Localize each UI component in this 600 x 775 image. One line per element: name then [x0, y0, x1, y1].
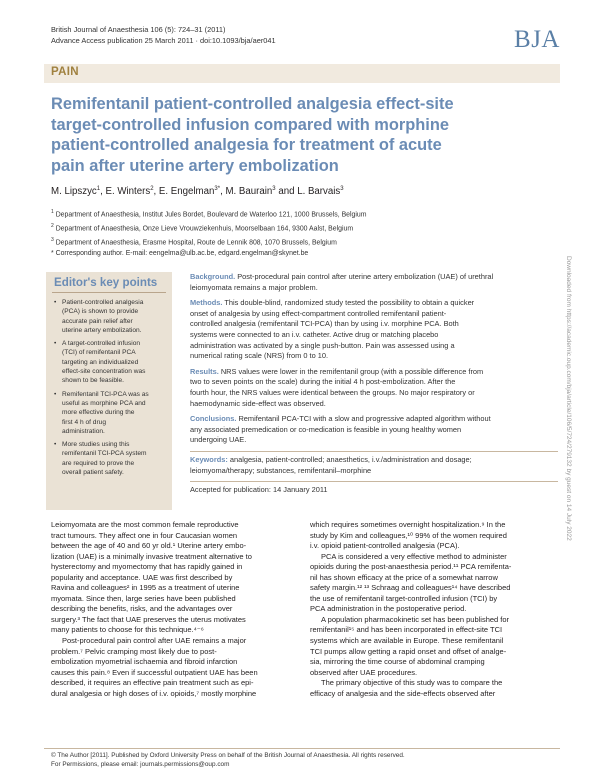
body-line: the use of remifentanil target-controlled infusion (TCI) by: [310, 593, 498, 603]
key-point-line: Remifentanil TCI-PCA was as: [62, 390, 149, 398]
abstract-methods: [190, 298, 558, 362]
journal-line-2: Advance Access publication 25 March 2011 · doi:10.1093/bja/aer041: [51, 35, 276, 45]
abstract-line: numerical rating scale (NRS) from 0 to 10.: [190, 351, 329, 361]
author-affiliation-mark: 3: [340, 186, 344, 192]
key-point-line: shown to be feasible.: [62, 377, 124, 385]
journal-logo: BJA: [514, 26, 560, 53]
body-line: between the age of 40 and 60 yr old.¹ Uterine artery embo-: [51, 541, 247, 551]
body-line: observed after UAE procedures.: [310, 667, 418, 677]
body-line: i.v. opioid patient-controlled analgesia (PCA).: [310, 541, 460, 551]
abstract-line: Remifentanil PCA-TCI with a slow and progressive adapted algorithm without: [238, 414, 491, 424]
editors-key-points-box: [46, 272, 172, 510]
abstract-line: NRS values were lower in the remifentanil group (with a possible difference from: [220, 366, 484, 376]
author-name: L. Barvais: [297, 186, 341, 198]
author-list: M. Lipszyc$^1$, E. Winters$^2$, E. Engelman$^{3*}$, M. Baurain$^3$ and L. Barvais$^3$: [51, 186, 344, 198]
bullet-icon: •: [54, 340, 57, 348]
author-name: M. Baurain: [225, 186, 273, 198]
abstract-line: administration was activated by a single push-button. Pain was assessed using a: [190, 340, 455, 350]
key-point-line: are required to prove the: [62, 459, 135, 467]
corresponding-author: [51, 249, 366, 260]
body-line: nil has shown efficacy at the price of a somewhat narrow: [310, 572, 498, 582]
author-affiliation-mark: 2: [150, 186, 154, 192]
key-point-line: remifentanil TCI-PCA system: [62, 450, 147, 458]
title-line: pain after uterine artery embolization: [51, 156, 339, 175]
bullet-icon: •: [54, 390, 57, 398]
key-point-line: first 4 h of drug: [62, 418, 106, 426]
conclusions-label: Conclusions.: [190, 414, 237, 424]
copyright-line: © The Author [2011]. Published by Oxford University Press on behalf of the British Journal of Anaesthesia. All rights reserved.: [51, 752, 405, 759]
download-watermark: Downloaded from https://academic.oup.com/bja/article/106/5/724/279132 by guest on 14 July 2022: [565, 256, 572, 541]
affiliation-text: Department of Anaesthesia, Erasme Hospital, Route de Lennik 808, 1070 Brussels, Belgium: [55, 239, 337, 247]
body-line: PCA is considered a very effective method to administer: [321, 551, 507, 561]
key-point-line: uterine artery embolization.: [62, 326, 142, 334]
author-name: E. Engelman: [158, 186, 215, 198]
copyright-footer: [51, 751, 405, 769]
corresponding-author-text: * Corresponding author. E-mail: eengelma@ulb.ac.be, edgard.engelman@skynet.be: [51, 250, 309, 258]
body-line: PCA administration in the postoperative period.: [310, 604, 467, 614]
bullet-icon: •: [54, 299, 57, 306]
body-line: embolization myometrial ischaemia and fibroid infarction: [51, 657, 238, 667]
body-line: study by Kim and colleagues,¹⁰ 99% of the women required: [310, 530, 507, 540]
keywords-label: Keywords:: [190, 454, 228, 464]
abstract-line: two to seven points on the scale) during the initial 4 h post-embolization. After the: [190, 377, 456, 387]
body-line: TCI pumps allow getting a rapid onset and offset of analge-: [310, 646, 507, 656]
key-point-line: overall patient safety.: [62, 469, 124, 477]
body-column-right: [310, 520, 562, 699]
title-line: patient-controlled analgesia for treatment of acute: [51, 136, 442, 154]
abstract-conclusions: [190, 414, 558, 446]
key-point-line: (PCA) is shown to provide: [62, 308, 139, 316]
background-label: Background.: [190, 272, 236, 281]
bullet-icon: •: [54, 441, 57, 449]
affiliation: [51, 221, 366, 235]
body-line: described, it requires an effective pain treatment such as epi-: [51, 678, 254, 688]
body-line: efficacy of analgesia and the side-effects observed after: [310, 688, 496, 698]
body-line: Post-procedural pain control after UAE remains a major: [62, 636, 247, 646]
author-name: E. Winters: [105, 186, 151, 198]
abstract-line: Post-procedural pain control after uterine artery embolization (UAE) of urethral: [237, 272, 494, 281]
affiliation-text: Department of Anaesthesia, Institut Jules Bordet, Boulevard de Waterloo 121, 1000 Brussels, Belgium: [55, 211, 367, 219]
abstract-line: fourth hour, the NRS values were identical between the groups. No major respiratory or: [190, 387, 475, 397]
body-line: popularity and acceptance. UAE was first described by: [51, 572, 233, 582]
keywords-line: leiomyoma/therapy; substances, remifentanil–morphine: [190, 465, 372, 475]
abstract-results: [190, 367, 558, 409]
body-line: A population pharmacokinetic set has been published for: [321, 614, 510, 624]
key-point-line: accurate pain relief after: [62, 317, 133, 325]
body-line: myomata. Since then, large series have been published: [51, 593, 236, 603]
body-line: Ravina and colleagues² in 1995 as a treatment of uterine: [51, 583, 240, 593]
author-affiliation-mark: 1: [96, 186, 101, 192]
results-label: Results.: [190, 366, 219, 376]
affiliation: [51, 235, 366, 249]
affiliation-number: 3: [51, 237, 54, 244]
body-line: The primary objective of this study was to compare the: [321, 678, 503, 688]
abstract-line: haemodynamic side-effect was observed.: [190, 398, 326, 408]
key-point-line: effect-site concentration was: [62, 368, 146, 376]
body-line: systems which are available in Europe. These remifentanil: [310, 636, 504, 646]
key-point: [54, 440, 168, 477]
affiliations: [51, 207, 366, 260]
author-affiliation-mark: 3*: [214, 186, 221, 192]
keywords: [190, 451, 558, 476]
abstract-line: onset of analgesia by using effect-compartment controlled remifentanil patient-: [190, 308, 447, 318]
key-point-line: A target-controlled infusion: [62, 340, 141, 348]
key-point-line: More studies using this: [62, 441, 130, 449]
affiliation-number: 2: [51, 223, 54, 230]
body-line: which requires sometimes overnight hospitalization.⁹ In the: [310, 520, 506, 529]
body-line: remifentanil¹⁵ and has been incorporated in effect-site TCI: [310, 625, 503, 635]
key-points-divider: [52, 292, 166, 293]
section-label: PAIN: [51, 66, 79, 78]
body-line: surgery.³ The fact that UAE preserves the uterus motivates: [51, 614, 246, 624]
body-line: causes this pain.⁸ Even if successful outpatient UAE has been: [51, 667, 258, 677]
accepted-date: Accepted for publication: 14 January 2011: [190, 481, 558, 496]
body-line: safety margin.¹² ¹³ Schraag and colleagues¹⁴ have described: [310, 583, 511, 593]
abstract-line: undergoing UAE.: [190, 435, 247, 445]
key-point-line: Patient-controlled analgesia: [62, 299, 144, 306]
body-line: sia, mirroring the time course of abdominal cramping: [310, 657, 485, 667]
title-line: target-controlled infusion compared with morphine: [51, 115, 449, 134]
key-point: [54, 298, 168, 335]
key-point-line: useful as morphine PCA and: [62, 399, 146, 407]
body-line: dural analgesia or high doses of i.v. opioids,⁷ mostly morphine: [51, 688, 257, 698]
body-line: hysterectomy and myomectomy that has rapidly gained in: [51, 562, 243, 572]
author-affiliation-mark: 3: [272, 186, 276, 192]
title-line: Remifentanil patient-controlled analgesia effect-site: [51, 95, 454, 113]
body-column-left: [51, 520, 303, 699]
key-point: [54, 390, 168, 436]
body-line: describing the benefits, risks, and the advantages over: [51, 604, 233, 614]
key-points-title: Editor's key points: [54, 276, 158, 289]
key-point: [54, 339, 168, 385]
permissions-line: For Permissions, please email: journals.permissions@oup.com: [51, 761, 230, 769]
body-line: opioids during the post-anaesthesia period.¹¹ PCA remifenta-: [310, 562, 512, 572]
key-point-line: (TCI) of remifentanil PCA: [62, 349, 136, 357]
key-point-line: targeting an individualized: [62, 358, 139, 366]
author-name: M. Lipszyc: [51, 186, 97, 198]
methods-label: Methods.: [190, 298, 223, 308]
keywords-line: analgesia, patient-controlled; anaesthetics, i.v./administration and dosage;: [229, 454, 472, 464]
abstract-line: controlled analgesia (remifentanil TCI-PCA) than by using i.v. morphine PCA. Both: [190, 319, 459, 329]
journal-line-1: British Journal of Anaesthesia 106 (5): 724–31 (2011): [51, 25, 226, 34]
abstract-line: This double-blind, randomized study tested the possibility to obtain a quicker: [224, 298, 475, 308]
affiliation: [51, 207, 366, 221]
abstract-line: systems were connected to an i.v. catheter. Active drug or matching placebo: [190, 329, 439, 339]
body-line: tract tumours. They affect one in four Caucasian women: [51, 530, 238, 540]
article-title: [51, 94, 551, 176]
affiliation-number: 1: [51, 209, 54, 215]
body-line: Leiomyomata are the most common female reproductive: [51, 520, 239, 529]
body-line: lization (UAE) is a minimally invasive treatment alternative to: [51, 551, 252, 561]
body-line: many patients to choose for this technique.⁴⁻⁶: [51, 625, 204, 635]
key-points-list: [54, 298, 168, 481]
abstract-line: any associated premedication or co-medication is feasible in young healthy women: [190, 424, 462, 434]
journal-citation: [51, 25, 276, 46]
key-point-line: administration.: [62, 427, 105, 435]
abstract-background: [190, 272, 558, 293]
body-line: problem.⁷ Pelvic cramping most likely due to post-: [51, 646, 217, 656]
key-point-line: more effective during the: [62, 409, 135, 417]
abstract: [190, 272, 558, 501]
footer-divider: [44, 748, 560, 749]
abstract-line: leiomyomata remains a major problem.: [190, 282, 318, 292]
section-band: [44, 64, 560, 83]
affiliation-text: Department of Anaesthesia, Onze Lieve Vrouwziekenhuis, Moorselbaan 164, 9300 Aalst, Belgium: [55, 225, 354, 233]
